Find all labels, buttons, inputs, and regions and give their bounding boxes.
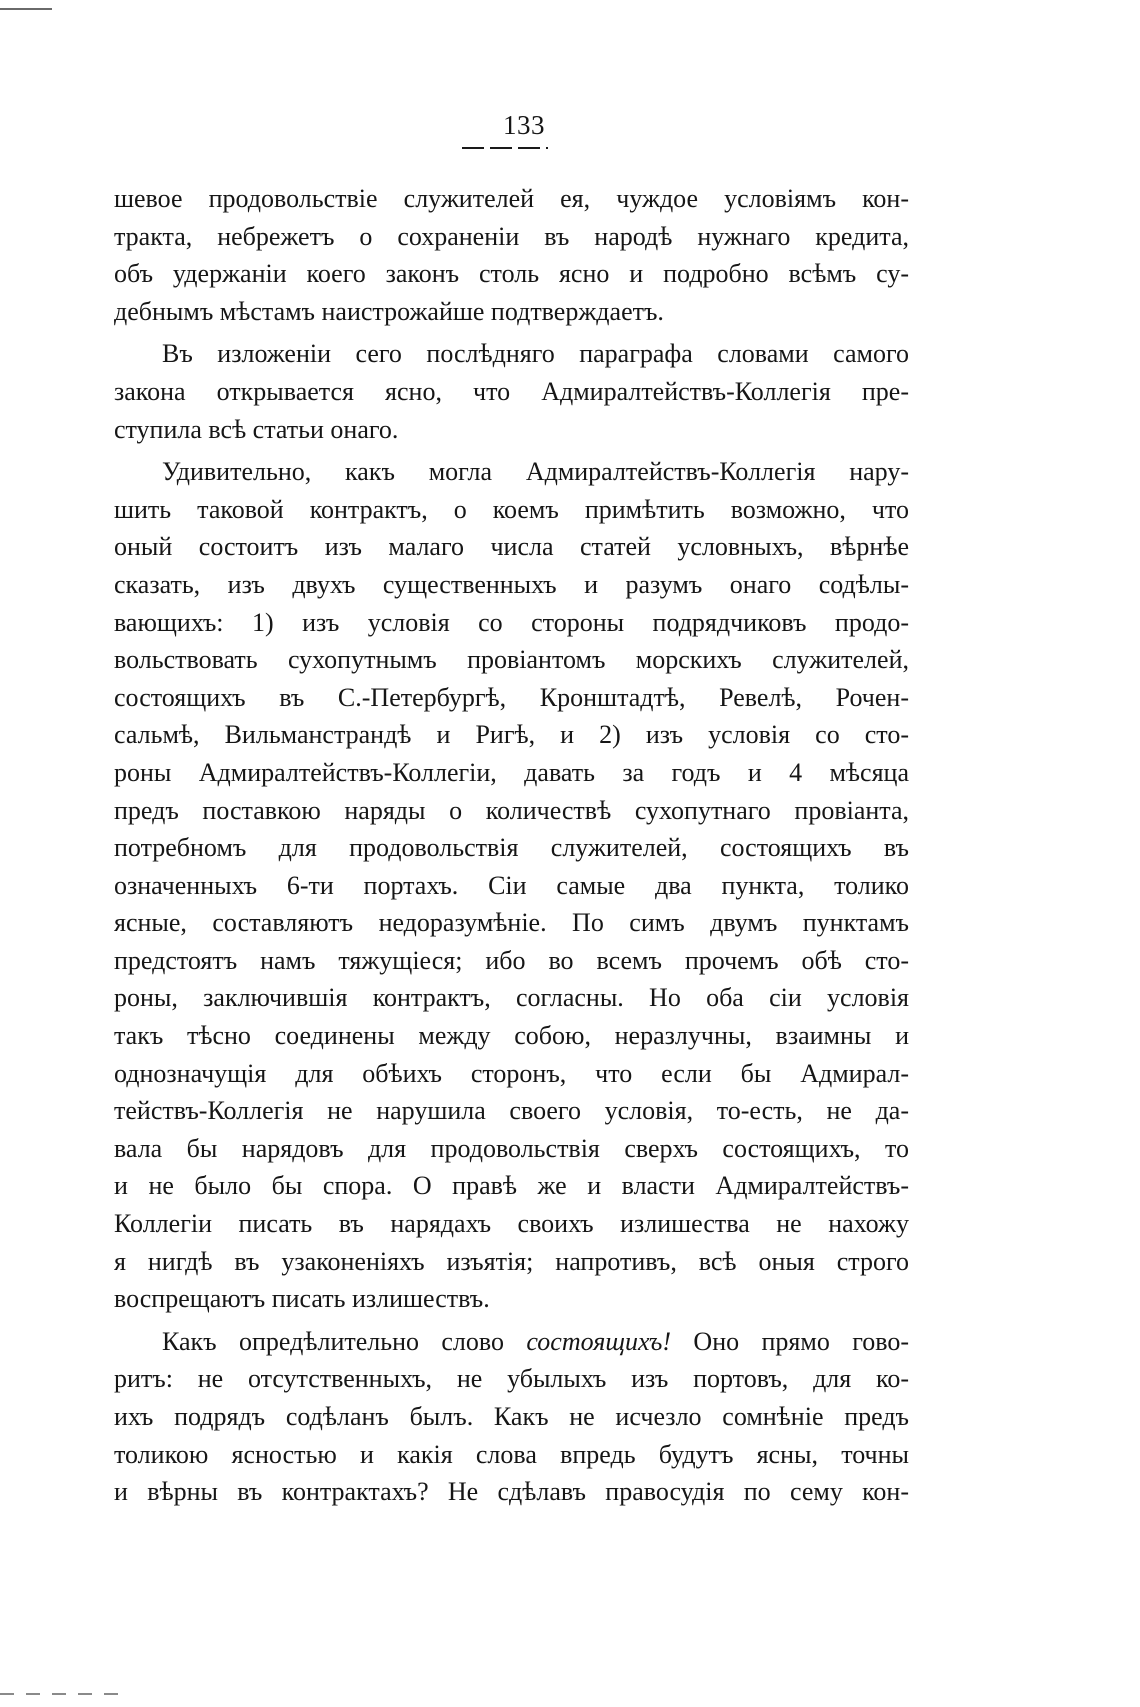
body-text <box>114 180 909 1511</box>
text-line: сказать, изъ двухъ существенныхъ и разумъ онаго содѣлы- <box>114 569 909 599</box>
text-line: ритъ: не отсутственныхъ, не убылыхъ изъ портовъ, для ко- <box>114 1364 909 1394</box>
paragraph <box>114 180 909 330</box>
text-line: и не было бы спора. О правѣ же и власти Адмиралтействъ- <box>114 1171 909 1201</box>
text-line: однозначущія для обѣихъ сторонъ, что если бы Адмирал- <box>114 1058 909 1088</box>
text-line: толикою ясностью и какія слова впредь будутъ ясны, точны <box>114 1439 909 1469</box>
text-line: роны Адмиралтействъ-Коллегіи, давать за годъ и 4 мѣсяца <box>114 757 909 787</box>
text-line: ступила всѣ статьи онаго. <box>114 414 399 444</box>
scan-edge-mark-bottom <box>0 1693 120 1695</box>
text-run: Оно прямо гово- <box>671 1326 909 1356</box>
text-run: Какъ опредѣлительно слово <box>162 1326 527 1356</box>
text-line: предстоятъ намъ тяжущіеся; ибо во всемъ прочемъ обѣ сто- <box>114 945 909 975</box>
text-line: ихъ подрядъ содѣланъ былъ. Какъ не исчезло сомнѣніе предъ <box>114 1402 909 1431</box>
page-number: 133 <box>503 110 545 140</box>
text-line: потребномъ для продовольствія служителей, состоящихъ въ <box>114 833 909 863</box>
text-line: я нигдѣ въ узаконеніяхъ изъятія; напротивъ, всѣ оныя строго <box>114 1246 909 1276</box>
text-line: состоящихъ въ С.-Петербургѣ, Кронштадтѣ, Ревелѣ, Рочен- <box>114 682 909 712</box>
text-line: дебнымъ мѣстамъ наистрожайше подтверждаетъ. <box>114 296 664 326</box>
text-line: Удивительно, какъ могла Адмиралтействъ-Коллегія нару- <box>162 457 909 487</box>
text-line: объ удержаніи коего законъ столь ясно и подробно всѣмъ су- <box>114 259 909 289</box>
text-line: и вѣрны въ контрактахъ? Не сдѣлавъ правосудія по сему кон- <box>114 1477 909 1507</box>
paragraph <box>114 335 909 448</box>
text-line: Коллегіи писать въ нарядахъ своихъ излишества не нахожу <box>114 1209 909 1239</box>
text-line: вающихъ: 1) изъ условія со стороны подрядчиковъ продо- <box>114 607 909 637</box>
text-line: такъ тѣсно соединены между собою, неразлучны, взаимны и <box>114 1021 909 1051</box>
paragraph <box>114 453 909 1318</box>
text-line <box>114 1323 909 1361</box>
text-line: означенныхъ 6-ти портахъ. Сіи самые два пункта, толико <box>114 870 909 900</box>
text-line: оный состоитъ изъ малаго числа статей условныхъ, вѣрнѣе <box>114 532 909 562</box>
text-line: закона открывается ясно, что Адмиралтействъ-Коллегія пре- <box>114 376 909 406</box>
emphasized-word: состоящихъ! <box>526 1326 672 1356</box>
paragraph <box>114 1323 909 1511</box>
text-line: вольствовать сухопутнымъ провіантомъ морскихъ служителей, <box>114 645 909 675</box>
text-line: сальмѣ, Вильманстрандѣ и Ригѣ, и 2) изъ условія со сто- <box>114 720 909 750</box>
text-line: Въ изложеніи сего послѣдняго параграфа словами самого <box>162 339 909 369</box>
text-line: предъ поставкою наряды о количествѣ сухопутнаго провіанта, <box>114 795 909 825</box>
text-line: вала бы нарядовъ для продовольствія сверхъ состоящихъ, то <box>114 1133 909 1163</box>
text-line: ясные, составляютъ недоразумѣніе. По симъ двумъ пунктамъ <box>114 908 909 938</box>
text-line: тракта, небрежетъ о сохраненіи въ народѣ нужнаго кредита, <box>114 221 909 251</box>
text-line: роны, заключившія контрактъ, согласны. Но оба сіи условія <box>114 983 909 1013</box>
scan-edge-mark-top <box>0 8 52 10</box>
text-line: шевое продовольствіе служителей ея, чуждое условіямъ кон- <box>114 184 909 213</box>
page-number-rule <box>462 147 548 149</box>
text-line: воспрещаютъ писать излишествъ. <box>114 1284 490 1314</box>
text-line: тействъ-Коллегія не нарушила своего условія, то-есть, не да- <box>114 1096 909 1126</box>
text-line: шить таковой контрактъ, о коемъ примѣтить возможно, что <box>114 494 909 524</box>
